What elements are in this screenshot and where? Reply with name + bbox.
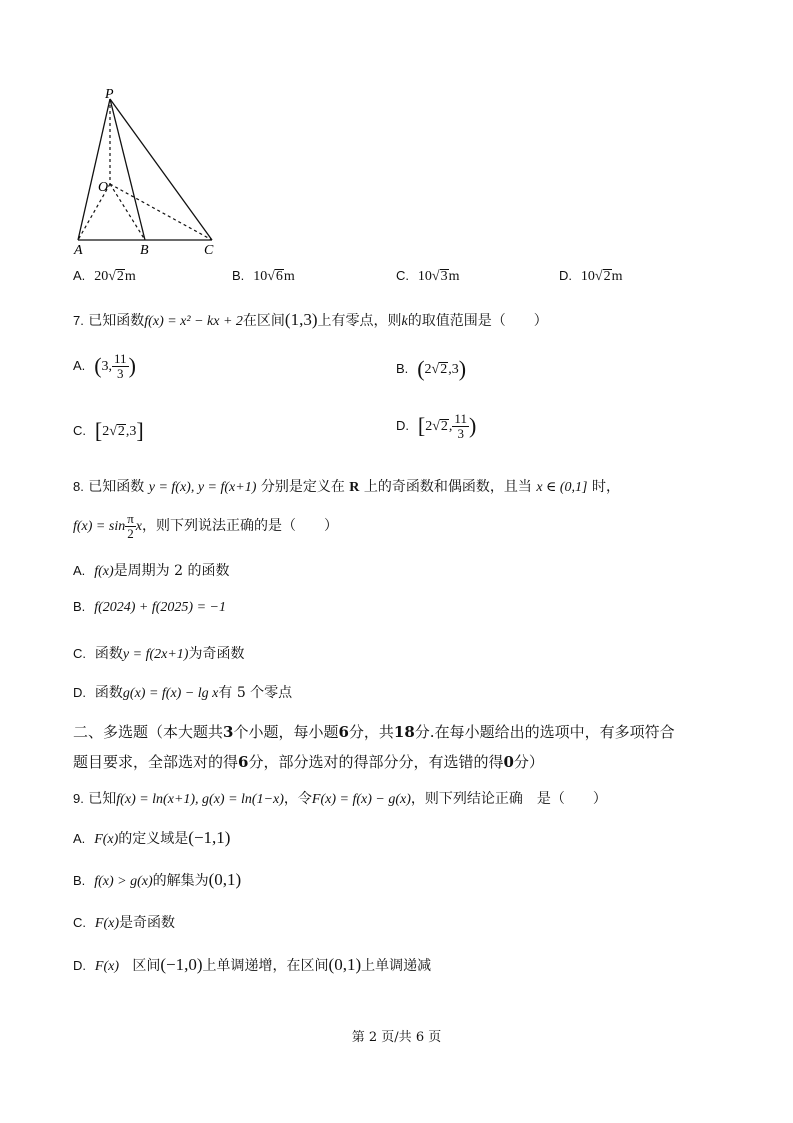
q8-option-a: A. f(x)是周期为 2 的函数 [73, 563, 230, 579]
label-B: B [140, 243, 149, 258]
q9-stem: 9. 已知f(x) = ln(x+1), g(x) = ln(1−x)，令F(x) = f(x) − g(x)，则下列结论正确 是（ ） [73, 791, 607, 807]
q8-stem-line1: 8. 已知函数 y = f(x), y = f(x+1) 分别是定义在 R 上的奇函数和偶函数，且当 x ∈ (0,1] 时， [73, 479, 620, 495]
q7-option-b: B. (2√2,3) [396, 356, 467, 381]
label-A: A [74, 243, 83, 258]
q9-option-a: A. F(x)的定义域是(−1,1) [73, 828, 231, 847]
q8-option-c: C. 函数y = f(2x+1)为奇函数 [73, 646, 245, 662]
q7-option-d: D. [2√2, $\frac{11}{3}$ ) [396, 411, 477, 441]
q8-option-d: D. 函数g(x) = f(x) − lg x有 5 个零点 [73, 685, 293, 701]
q6-option-b: B. 10√6m [232, 268, 295, 284]
q9-option-c: C. F(x)是奇函数 [73, 915, 175, 931]
q7-stem: 7. 已知函数f(x) = x² − kx + 2在区间(1,3)上有零点，则k的取值范围是（ ） [73, 310, 548, 329]
q6-option-a: A. 20√2m [73, 268, 136, 284]
q7-option-a: A. (3, $\frac{11}{3}$ ) [73, 351, 136, 381]
page-number: 第 2 页/共 6 页 [351, 1030, 442, 1045]
section-2-heading-line2: 题目要求，全部选对的得6分，部分选对的得部分分，有选错的得0分） [73, 753, 544, 771]
q6-option-d: D. 10√2m [559, 268, 623, 284]
q8-option-b: B. f(2024) + f(2025) = −1 [73, 599, 226, 615]
label-C: C [204, 243, 214, 258]
q8-stem-line2: f(x) = sin $\frac{\pi}{2}$ x，则下列说法正确的是（ ） [73, 511, 339, 541]
q9-option-d: D. F(x) 区间(−1,0)上单调递增，在区间(0,1)上单调递减 [73, 955, 432, 974]
section-2-heading-line1: 二、多选题（本大题共3个小题，每小题6分，共18分.在每小题给出的选项中，有多项符合 [73, 723, 675, 741]
pyramid-figure [60, 84, 245, 259]
page-footer [0, 1026, 793, 1045]
q6-option-c: C. 10√3m [396, 268, 460, 284]
label-O: O [98, 180, 109, 195]
q7-option-c: C. [2√2,3] [73, 418, 144, 443]
q9-option-b: B. f(x) > g(x)的解集为(0,1) [73, 870, 242, 889]
label-P: P [105, 87, 114, 102]
